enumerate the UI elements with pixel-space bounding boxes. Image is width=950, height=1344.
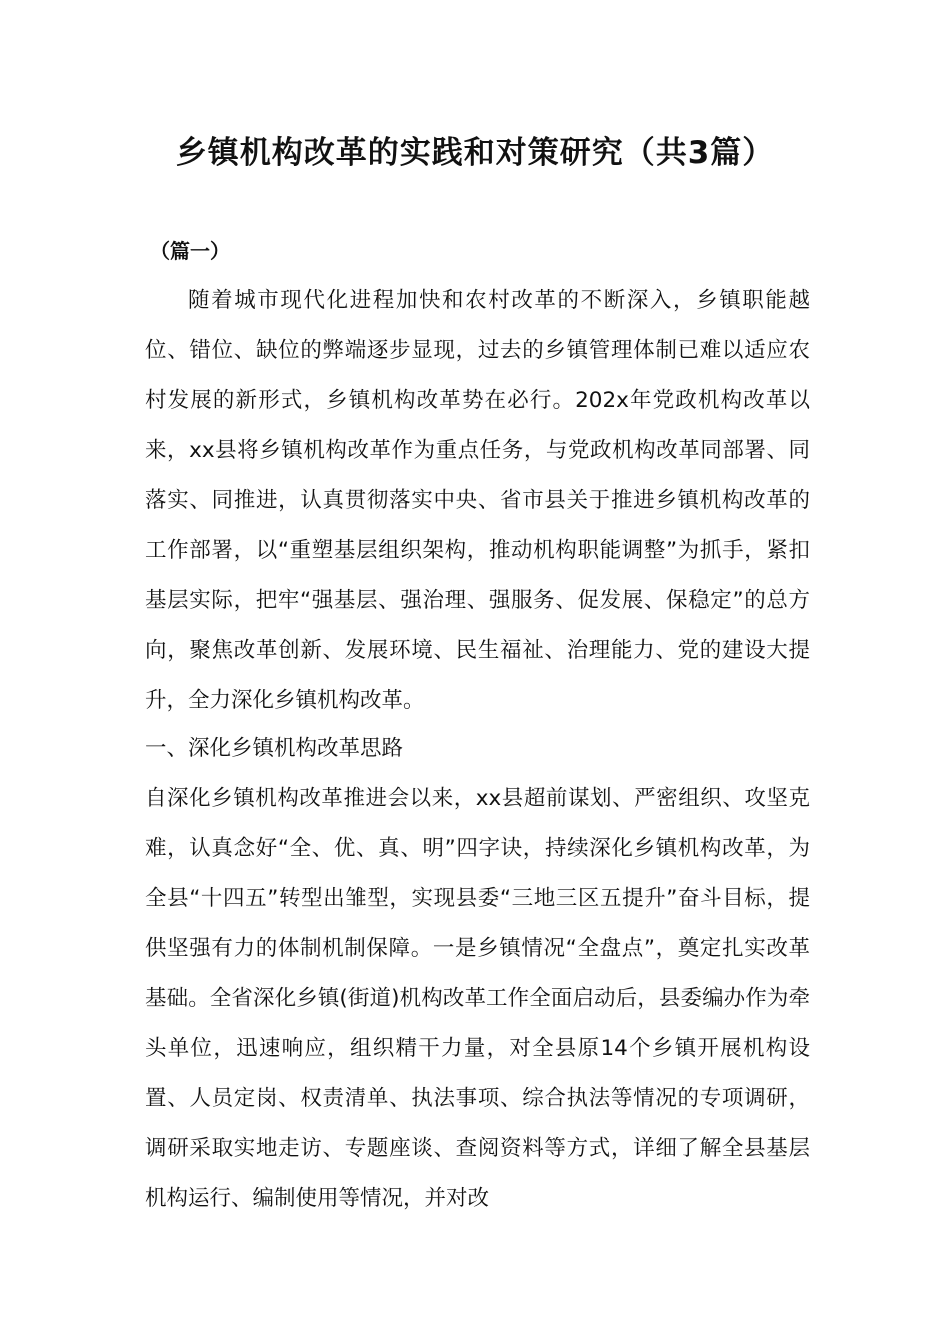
section-heading: 一、深化乡镇机构改革思路 (145, 736, 404, 761)
paragraph-reform-approach: 自深化乡镇机构改革推进会以来，xx县超前谋划、严密组织、攻坚克难，认真念好“全、优、真、明”四字诀，持续深化乡镇机构改革，为全县“十四五”转型出雏型，实现县委“三地三区五提升”奋斗目标，提供坚强有力的体制机制保障。一是乡镇情况“全盘点”，奠定扎实改革基础。全省深化乡镇(街道)机构改革工作全面启动后，县委编办作为牵头单位，迅速响应，组织精干力量，对全县原14个乡镇开展机构设置、人员定岗、权责清单、执法事项、综合执法等情况的专项调研，调研采取实地走访、专题座谈、查阅资料等方式，详细了解全县基层机构运行、编制使用等情况，并对改 (145, 786, 810, 1211)
document-title: 乡镇机构改革的实践和对策研究（共3篇） (175, 135, 775, 171)
paragraph-intro: 随着城市现代化进程加快和农村改革的不断深入，乡镇职能越位、错位、缺位的弊端逐步显现，过去的乡镇管理体制已难以适应农村发展的新形式，乡镇机构改革势在必行。202x年党政机构改革以来，xx县将乡镇机构改革作为重点任务，与党政机构改革同部署、同落实、同推进，认真贯彻落实中央、省市县关于推进乡镇机构改革的工作部署，以“重塑基层组织架构，推动机构职能调整”为抓手，紧扣基层实际，把牢“强基层、强治理、强服务、促发展、保稳定”的总方向，聚焦改革创新、发展环境、民生福祉、治理能力、党的建设大提升，全力深化乡镇机构改革。 (145, 288, 810, 713)
section-label: （篇一） (150, 239, 230, 263)
